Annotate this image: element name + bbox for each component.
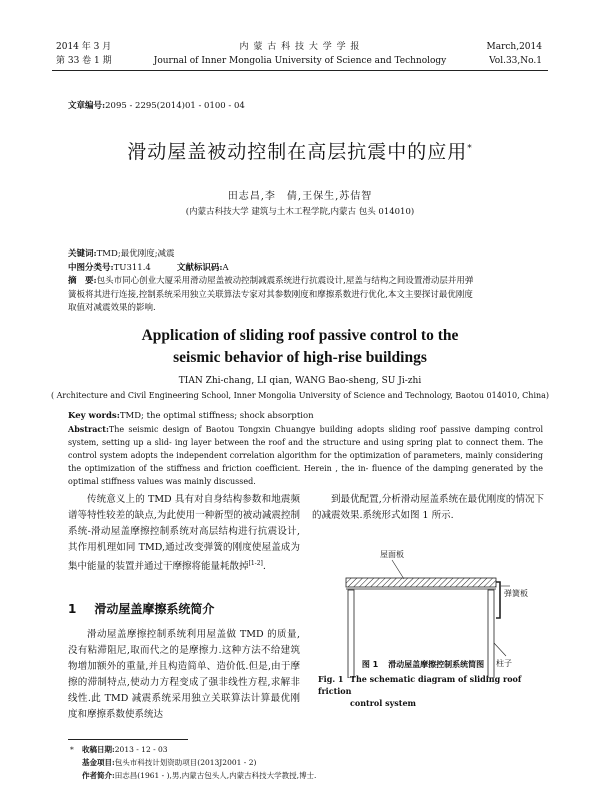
footnote-star: * [70,745,74,754]
keywords-cn-label: 关键词: [68,249,97,259]
header-rule [52,70,548,71]
title-footnote-mark: * [467,143,473,154]
section-number: 1 [68,602,77,616]
right-paragraph [312,492,544,524]
roof-slab [346,578,496,587]
journal-volume-en: Vol.33,No.1 [489,56,542,66]
article-id-value: 2095 - 2295(2014)01 - 0100 - 04 [105,101,245,111]
figure-number-en: Fig. 1 [318,674,344,684]
journal-date-volume [56,40,112,68]
clc-label: 中图分类号: [68,262,114,273]
author-label: 作者简介: [82,771,115,780]
abstract-cn [68,275,538,289]
keywords-en [68,410,543,423]
fund-label: 基金项目: [82,758,115,767]
label-spring: 弹簧板 [504,589,528,598]
paper-title-cn [0,137,600,164]
received-label: 收稿日期: [82,745,115,754]
abstract-cn-line3: 取值对减震效果的影响. [68,303,156,313]
abstract-en-line1: The seismic design of Baotou Tongxin Chuangye building adopts sliding roof passive damping control system, setting up a slid- [68,425,543,447]
abstract-en [68,423,543,488]
article-id [68,99,245,111]
clc-value: TU311.4 [113,262,151,273]
figure-caption-cn-text: 滑动屋盖摩擦控制系统简图 [388,660,485,669]
received-date: 2013 - 12 - 03 [114,745,168,754]
journal-month-en: March,2014 [486,42,542,52]
keywords-en-value: TMD; the optimal stiffness; shock absorption [119,411,314,421]
paper-title-en-line1: Application of sliding roof passive control to the [141,327,459,344]
doc-code-label: 文献标识码: [176,262,223,273]
abstract-cn-line1: 包头市同心创业大厦采用滑动屋盖被动控制减震系统进行抗震设计,屋盖与结构之间设置滑动层并用弹 [96,276,474,286]
paper-title-cn-text: 滑动屋盖被动控制在高层抗震中的应用 [127,141,468,163]
chinese-metadata [68,248,538,316]
section-text: 滑动屋盖摩擦控制系统利用屋盖做 TMD 的质量,没有粘滞阻尼,取而代之的是摩擦力.这种方法不给建筑物增加额外的重量,并且构造简单、造价低.但是,由于摩擦的滞制特点,使动力方程变成了强非线性方程,求解非线性.此 TMD 减震系统采用独立关联算法计算最优刚度和摩擦系数使系统达 [68,629,300,720]
column-leader [494,643,506,656]
intro-end: . [262,561,266,573]
section-heading [68,600,232,617]
intro-paragraph [68,492,300,575]
fund-value: 包头市科技计划资助项目(2013J2001 - 2) [114,758,257,767]
footnote-author [82,770,316,782]
affiliation-en: ( Architecture and Civil Engineering School, Inner Mongolia University of Science and Technology, Baotou 014010, China) [50,391,550,400]
roof-leader [392,560,404,579]
paper-title-en-line2: seismic behavior of high-rise buildings [173,349,427,366]
keywords-cn-value: TMD;最优刚度;减震 [96,249,175,259]
keywords-cn [68,248,538,262]
journal-name-en: Journal of Inner Mongolia University of Science and Technology [153,56,447,66]
journal-issue [487,40,543,68]
label-roof: 屋面板 [380,550,404,559]
keywords-en-label: Key words: [68,411,120,421]
figure-number-cn: 图 1 [361,660,379,669]
section-paragraph [68,627,300,723]
authors-cn: 田志昌,李 倩,王保生,苏佶智 [227,191,373,202]
abstract-en-label: Abstract: [68,424,109,434]
paper-title-en [0,325,600,369]
authors-en: TIAN Zhi-chang, LI qian, WANG Bao-sheng, SU Ji-zhi [178,376,422,386]
intro-text: 传统意义上的 TMD 具有对自身结构参数和地震频谱等特性较差的缺点,为此使用一种新型的被动减震控制系统-滑动屋盖摩擦控制系统对高层结构进行抗震设计,其作用机理如同 TMD,通过改变弹簧的刚度使屋盖成为集中能量的装置并通过干摩擦将能量耗散掉 [68,494,300,573]
journal-volume: 第 33 卷 1 期 [56,56,112,66]
abstract-en-line4: fluence of the damping generated by the optimal stiffness values was mainly discussed. [68,464,543,486]
abstract-en-line3: algorithm for the optimization of parameters, mainly considering the optimization of the stiffness and friction coefficient. Herein , the in- [68,451,544,473]
footnote-fund [82,757,256,769]
label-column: 柱子 [496,659,512,668]
abstract-cn-label: 摘 要: [68,276,97,286]
figure-sliding-roof-diagram [340,538,530,678]
journal-name [150,40,450,68]
intro-citation: [1-2] [248,560,263,567]
spring-plate [496,582,500,618]
right-text: 到最优配置,分析滑动屋盖系统在最优刚度的情况下的减震效果.系统形式如图 1 所示. [312,494,544,521]
figure-caption-en [318,673,538,709]
doc-code-value: A [222,262,229,273]
figure-caption-en-line1: The schematic diagram of sliding roof friction [318,674,522,696]
footnote-rule [68,739,188,740]
abstract-cn-line2: 簧板将其进行连接,控制系统采用独立关联算法专家对其参数刚度和摩擦系数进行优化,本文主要探讨最优刚度 [68,289,473,300]
author-bio: 田志昌(1961 - ),男,内蒙古包头人,内蒙古科技大学教授,博士. [114,771,317,780]
figure-caption-en-line2: control system [350,698,416,708]
figure-caption-cn [312,659,544,670]
journal-date: 2014 年 3 月 [56,42,112,52]
journal-name-cn: 内 蒙 古 科 技 大 学 学 报 [239,42,361,52]
affiliation-cn: (内蒙古科技大学 建筑与土木工程学院,内蒙古 包头 014010) [185,207,415,217]
section-title: 滑动屋盖摩擦系统简介 [94,602,215,616]
abstract-en-line2: ing layer between the roof and the structure and using spring plat to connect them. The control system adopts the independent correlation [68,438,544,460]
classification [68,262,538,276]
article-id-label: 文章编号: [68,101,106,111]
footnote-received [70,744,168,756]
